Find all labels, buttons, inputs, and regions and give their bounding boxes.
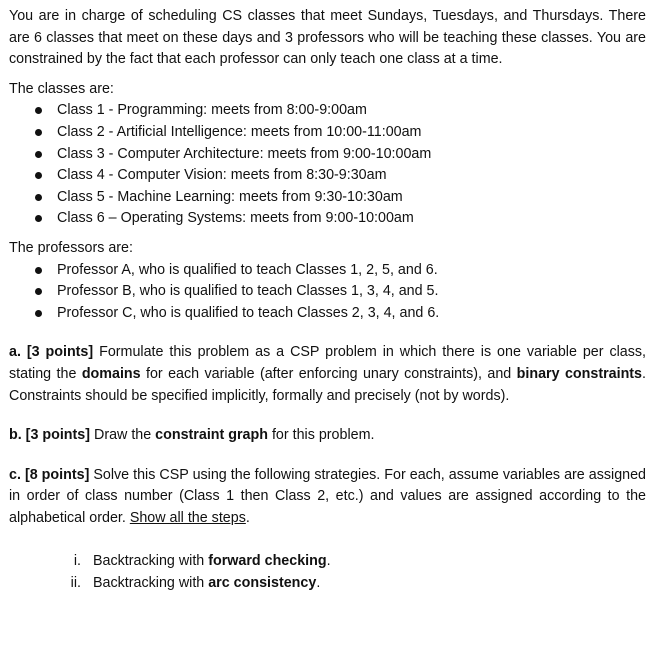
part-b-label: b. [3 points] bbox=[9, 427, 91, 444]
part-c-label: c. [8 points] bbox=[9, 466, 90, 483]
list-item: Class 4 - Computer Vision: meets from 8:30-9:30am bbox=[35, 165, 646, 187]
classes-heading: The classes are: bbox=[9, 80, 114, 97]
strategies-list bbox=[9, 551, 646, 594]
list-item: Class 2 - Artificial Intelligence: meets from 10:00-11:00am bbox=[35, 122, 646, 144]
list-item: ii. Backtracking with arc consistency. bbox=[70, 575, 321, 592]
bullet-icon bbox=[35, 129, 42, 136]
list-item: Class 1 - Programming: meets from 8:00-9:00am bbox=[35, 100, 646, 122]
part-a-question: a. [3 points] Formulate this problem as a CSP problem in which there is one variable per class, stating the domains for each variable (after enforcing unary constraints), and binary constraints. Constraints should be specified implicitly, formally and precisely (not by words). bbox=[9, 344, 646, 404]
part-c-question: c. [8 points] Solve this CSP using the following strategies. For each, assume variables are assigned in order of class number (Class 1 then Class 2, etc.) and values are assigned according to the alphabetical order. Show all the steps. bbox=[9, 466, 646, 526]
list-item: Class 3 - Computer Architecture: meets from 9:00-10:00am bbox=[35, 144, 646, 166]
bullet-icon bbox=[35, 194, 42, 201]
bullet-icon bbox=[35, 172, 42, 179]
bullet-icon bbox=[35, 107, 42, 114]
professors-heading: The professors are: bbox=[9, 239, 133, 256]
part-a-label: a. [3 points] bbox=[9, 344, 94, 361]
bullet-icon bbox=[35, 310, 42, 317]
classes-list bbox=[9, 100, 646, 230]
part-b-question: b. [3 points] Draw the constraint graph for this problem. bbox=[9, 427, 375, 444]
list-item: i. Backtracking with forward checking. bbox=[73, 553, 331, 570]
list-item: Professor B, who is qualified to teach Classes 1, 3, 4, and 5. bbox=[35, 281, 646, 303]
bullet-icon bbox=[35, 267, 42, 274]
bullet-icon bbox=[35, 215, 42, 222]
list-item: Class 6 – Operating Systems: meets from 9:00-10:00am bbox=[35, 208, 646, 230]
list-item: Professor C, who is qualified to teach Classes 2, 3, 4, and 6. bbox=[35, 303, 646, 325]
bullet-icon bbox=[35, 288, 42, 295]
professors-list bbox=[9, 260, 646, 325]
list-item: Professor A, who is qualified to teach Classes 1, 2, 5, and 6. bbox=[35, 260, 646, 282]
bullet-icon bbox=[35, 151, 42, 158]
intro-paragraph: You are in charge of scheduling CS classes that meet Sundays, Tuesdays, and Thursdays. There are 6 classes that meet on these days and 3 professors who will be teaching these classes. You are constrained by the fact that each professor can only teach one class at a time. bbox=[9, 8, 646, 68]
list-item: Class 5 - Machine Learning: meets from 9:30-10:30am bbox=[35, 187, 646, 209]
